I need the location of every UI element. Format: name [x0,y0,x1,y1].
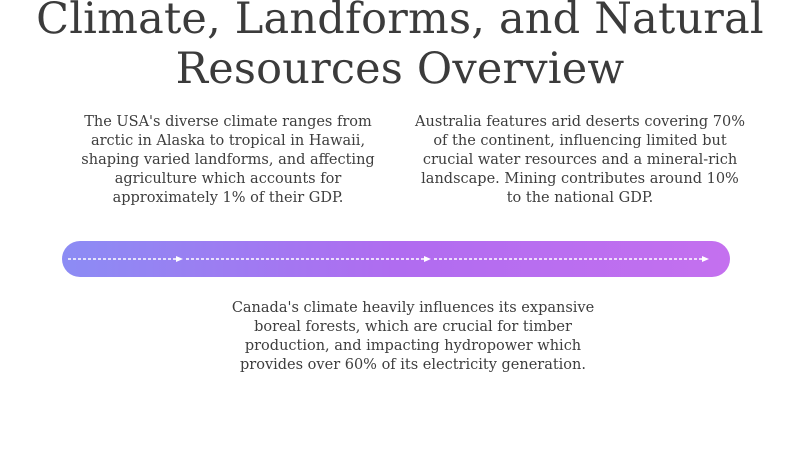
timeline-arrows [62,241,730,277]
usa-description: The USA's diverse climate ranges from arctic in Alaska to tropical in Hawaii, shaping varied landforms, and affecting agriculture which accounts for approximately 1% of their GDP. [81,114,375,206]
arrow-head-3-icon [702,256,709,262]
timeline-bar [62,241,730,277]
page-title: Climate, Landforms, and Natural Resources Overview [36,0,764,94]
canada-description: Canada's climate heavily influences its expansive boreal forests, which are crucial for timber production, and impacting hydropower which provides over 60% of its electricity generation. [231,300,595,373]
arrow-head-2-icon [424,256,431,262]
australia-description: Australia features arid deserts covering 70% of the continent, influencing limited but crucial water resources and a mineral-rich landscape. Mining contributes around 10% to the national GDP. [415,114,745,206]
arrow-head-1-icon [176,256,183,262]
